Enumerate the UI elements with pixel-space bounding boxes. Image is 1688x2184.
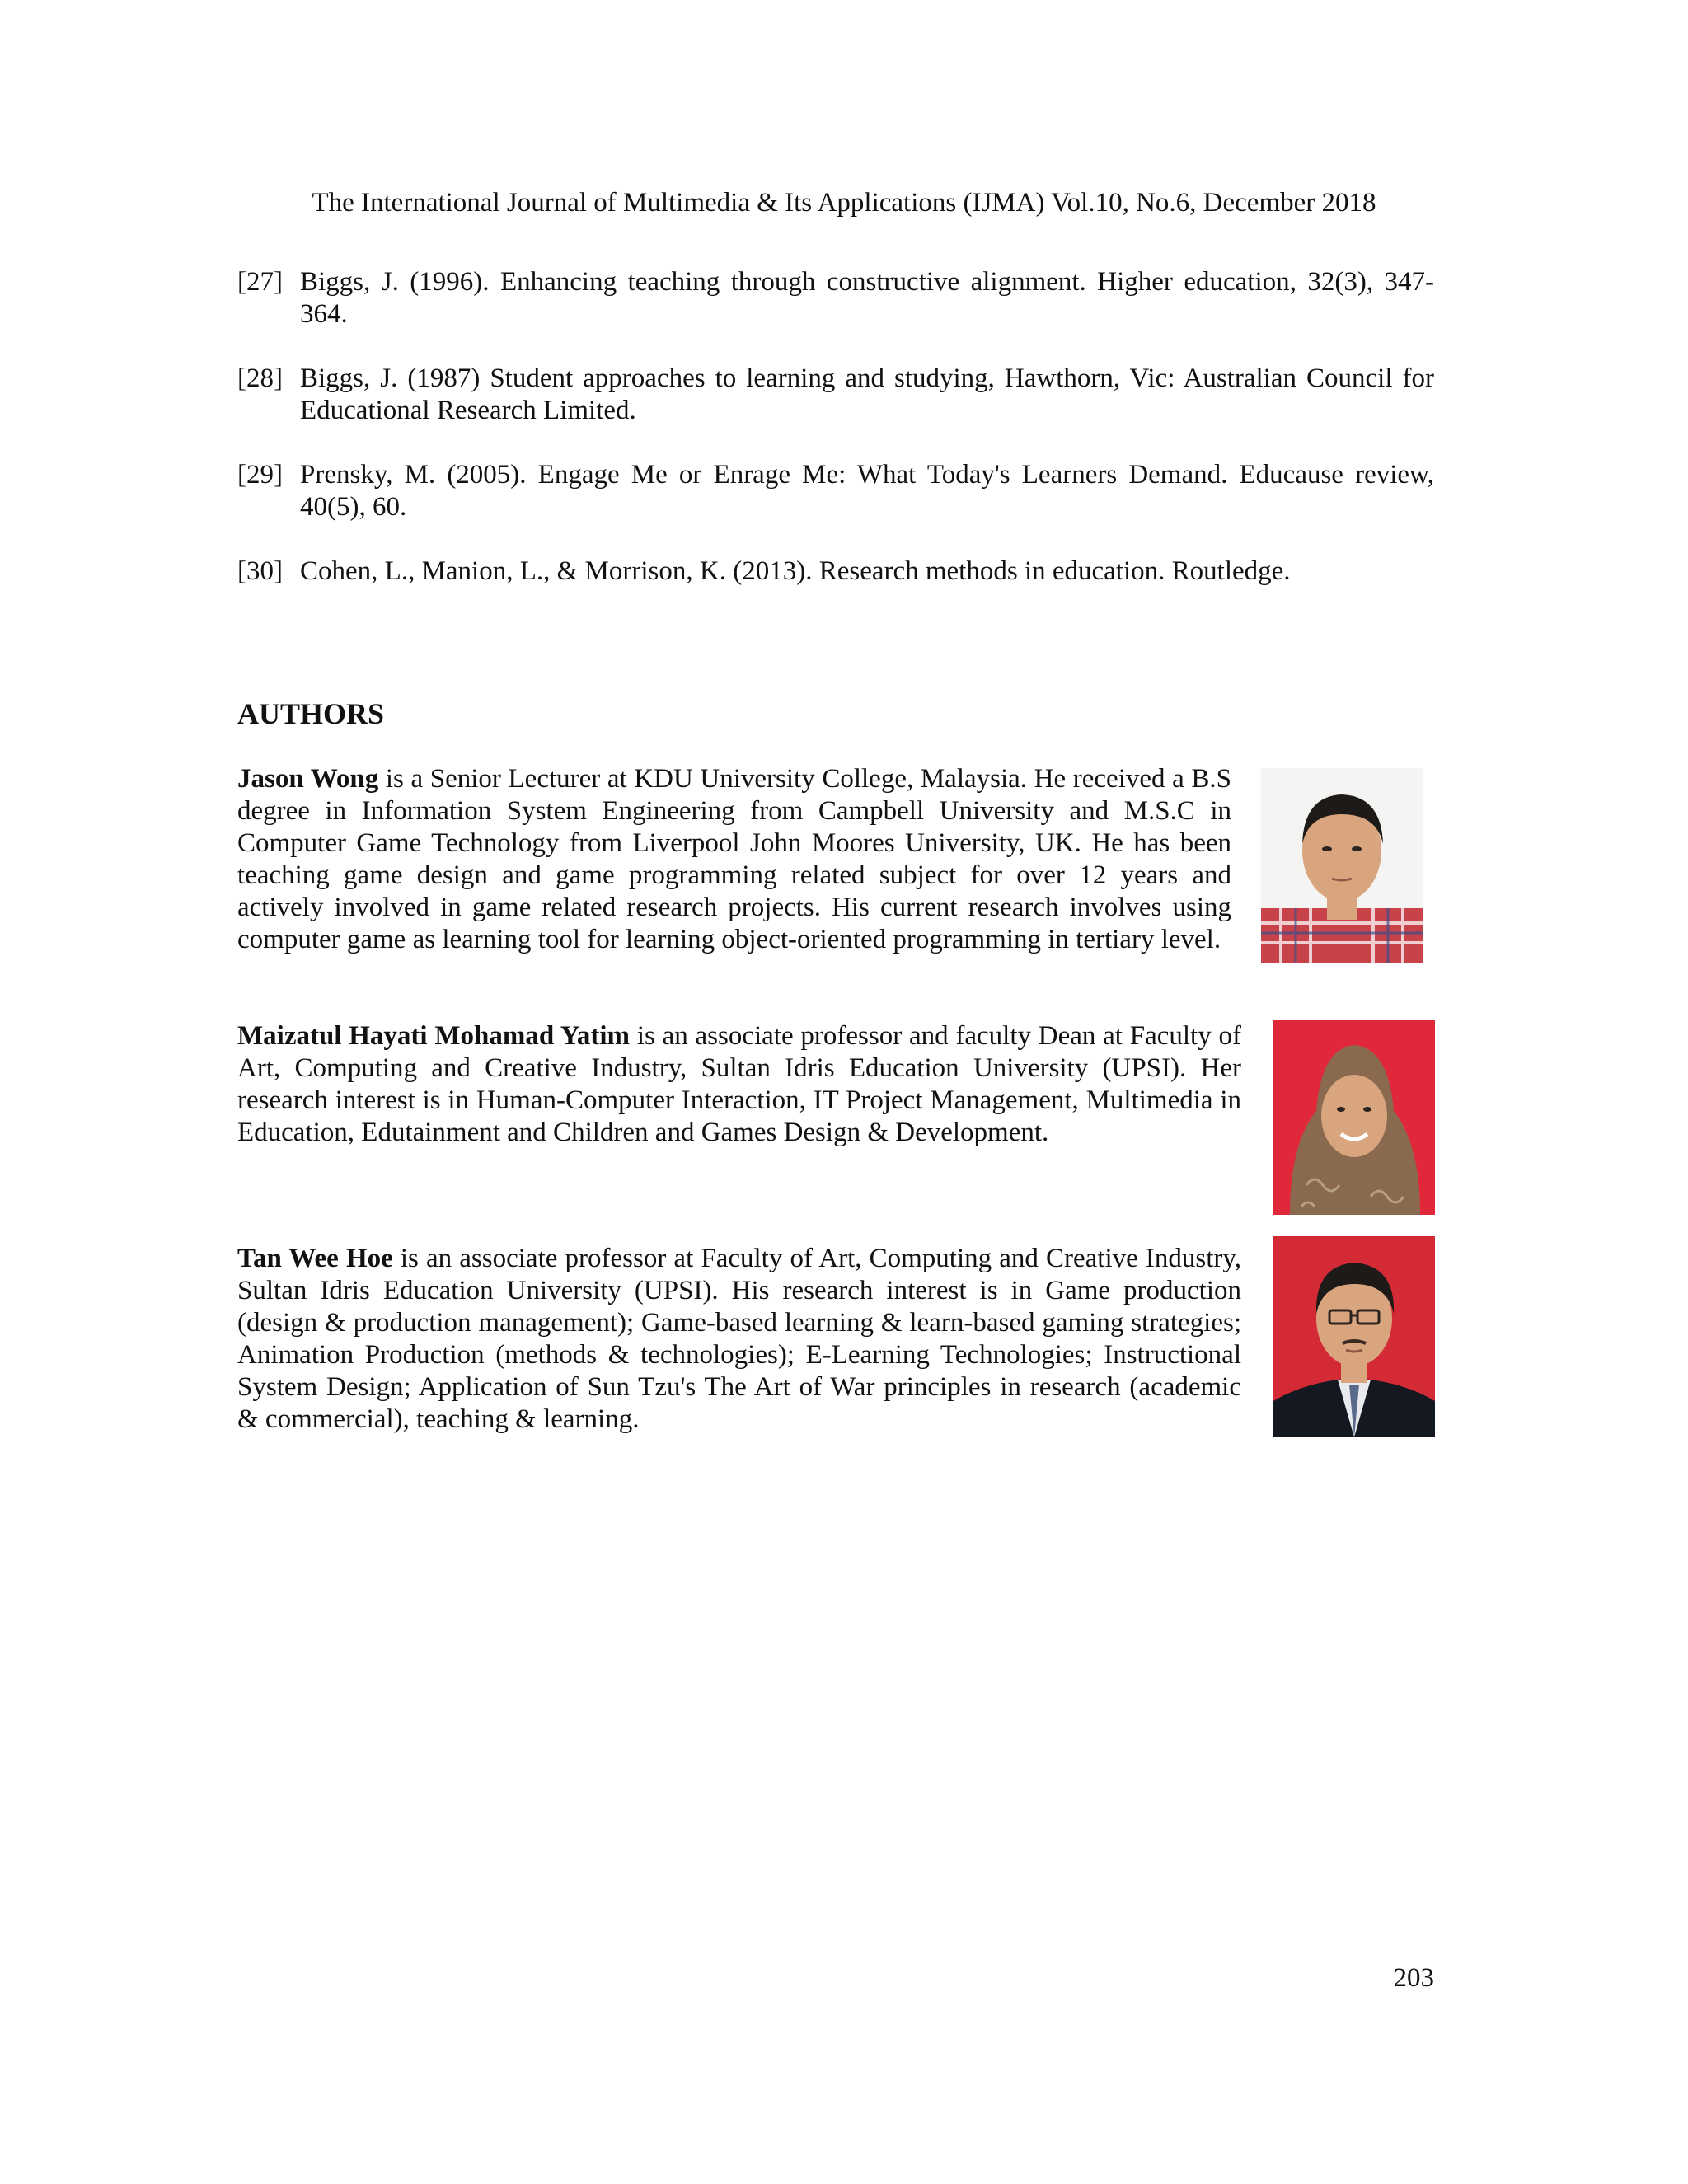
author-photo-tan-wee-hoe: [1273, 1236, 1435, 1437]
reference-list: [237, 266, 1434, 620]
author-bio-jason-wong: [237, 763, 1231, 956]
reference-number: [27]: [237, 267, 283, 297]
reference-number: [29]: [237, 460, 283, 490]
author-photo-maizatul-hayati: [1273, 1020, 1435, 1215]
author-photo-jason-wong: [1261, 768, 1423, 963]
reference-text: Prensky, M. (2005). Engage Me or Enrage Me: What Today's Learners Demand. Educause review, 40(5), 60.: [300, 460, 1434, 522]
reference-text: Biggs, J. (1996). Enhancing teaching through constructive alignment. Higher education, 32(3), 347-364.: [300, 267, 1434, 329]
page-number: 203: [1393, 1963, 1434, 1993]
author-bio-maizatul-hayati: [237, 1020, 1241, 1149]
author-name: Jason Wong: [237, 764, 379, 794]
reference-item: [237, 266, 1434, 330]
reference-text: Cohen, L., Manion, L., & Morrison, K. (2013). Research methods in education. Routledge.: [300, 556, 1291, 586]
reference-number: [28]: [237, 363, 283, 393]
author-bio-tan-wee-hoe: [237, 1243, 1241, 1436]
author-bio-text: is an associate professor and faculty Dean at Faculty of Art, Computing and Creative Industry, Sultan Idris Education University (UPSI). Her research interest is in Human-Computer Interaction, IT Project Management, Multimedia in Education, Edutainment and Children and Games Design & Development.: [237, 1021, 1241, 1147]
running-header: The International Journal of Multimedia & Its Applications (IJMA) Vol.10, No.6, December 2018: [312, 188, 1376, 218]
author-bio-text: is an associate professor at Faculty of Art, Computing and Creative Industry, Sultan Idris Education University (UPSI). His research interest is in Game production (design & production management); Game-based learning & learn-based gaming strategies; Animation Production (methods & technologies); E-Learning Technologies; Instructional System Design; Application of Sun Tzu's The Art of War principles in research (academic & commercial), teaching & learning.: [237, 1244, 1241, 1434]
author-name: Maizatul Hayati Mohamad Yatim: [237, 1021, 631, 1051]
reference-item: [237, 555, 1434, 588]
author-bio-text: is a Senior Lecturer at KDU University College, Malaysia. He received a B.S degree in Information System Engineering from Campbell University and M.S.C in Computer Game Technology from Liverpool John Moores University, UK. He has been teaching game design and game programming related subject for over 12 years and actively involved in game related research projects. His current research involves using computer game as learning tool for learning object-oriented programming in tertiary level.: [237, 764, 1231, 954]
reference-item: [237, 363, 1434, 427]
reference-number: [30]: [237, 556, 283, 586]
reference-text: Biggs, J. (1987) Student approaches to learning and studying, Hawthorn, Vic: Australian Council for Educational Research Limited.: [300, 363, 1434, 425]
reference-item: [237, 459, 1434, 523]
author-name: Tan Wee Hoe: [237, 1244, 393, 1273]
authors-heading: AUTHORS: [237, 697, 385, 730]
